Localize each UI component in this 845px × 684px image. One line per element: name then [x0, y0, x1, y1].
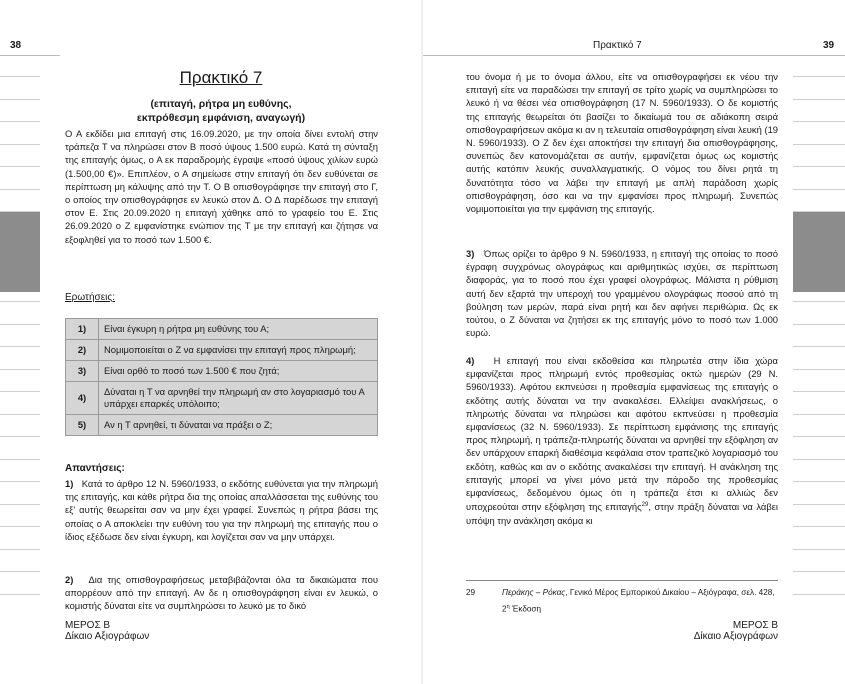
footnote-body — [502, 586, 806, 617]
page-footer — [65, 620, 149, 642]
answer-text: Όπως ορίζει το άρθρο 9 Ν. 5960/1933, η επιταγή της οποίας το ποσό έγραφη συγχρόνως ολογράφως και αριθμητικώς ισχύει, σε περίπτωση διαφοράς, για το ποσό που έχει γραφεί ολογράφως. Μάλιστα η ρύθμιση αυτή δεν εξαρτά την υπεροχή του γραμμένου ολογράφως ποσού από τη βούληση των μερών, παρά είναι ρητή και δεν αφήνει περιθώρια. Ως εκ τούτου, ο Ζ δύναται να ζητήσει εκ της επιταγής μόνο το ποσό των 1.000 ευρώ. — [466, 248, 778, 339]
question-number: 1) — [66, 319, 99, 340]
margin-lines — [793, 76, 845, 616]
table-row — [66, 361, 378, 382]
thumb-tab — [0, 212, 40, 292]
table-row — [66, 382, 378, 415]
answer-text: Η επιταγή που είναι εκδοθείσα και πληρωτέα στην ίδια χώρα εμφανίζεται προς πληρωμή εντός προθεσμίας οκτώ ημερών (29 Ν. 5960/1933). Αφότου εκπνεύσει η προθεσμία εμφανίσεως της επιταγής ο εκδότης αυτής δύναται να την ανακαλέσει. Ελλείψει ανακλήσεως, ο πληρωτής δύναται να πληρώσει και αφότου εκπνεύσει η προθεσμία εμφανίσεως (32 Ν. 5960/1933). Σε περίπτωση εμφάνισης της επιταγής προς πληρωμή, η τράπεζα-πληρωτής δύναται να αρνηθεί την εξόφληση αν δεν υπάρχουν επαρκή διαθέσιμα κεφάλαια στον τραπεζικό λογαριασμό του εκδότη, καθώς και αν ο εκδότης ανακαλέσει την επιταγή. Η ανάκληση της επιταγής μπορεί να γίνει μόνο μετά την πάροδο της προθεσμίας εμφανίσεως, δεδομένου όμως ότι η τράπεζα έτσι κι αλλιώς δεν υποχρεούται στην εξόφληση της επιταγής — [466, 355, 778, 513]
questions-heading: Ερωτήσεις: — [65, 292, 115, 303]
footnote-edition: 2 — [502, 604, 507, 614]
answer-4 — [466, 354, 778, 527]
answer-text: Δια της οπισθογραφήσεως μεταβιβάζονται όλα τα δικαιώματα που απορρέουν από την επιταγή. Αν δε η οπισθογράφηση είναι εν λευκώ, ο κομιστής δύναται είτε να συμπληρώσει το λευκό με το δικό — [65, 574, 378, 612]
page-number: 39 — [823, 40, 835, 51]
table-row — [66, 340, 378, 361]
footnote-author: Περάκης – Ρόκας — [502, 588, 566, 597]
answer-2-continued: του όνομα ή με το όνομα άλλου, είτε να οπισθογραφήσει εκ νέου την επιταγή είτε να παραδώσει την επιταγή σε τρίτο χωρίς να συμπληρώσει το λευκό ή να θέσει νέα οπισθογράφηση (17 Ν. 5960/1933). Ο δε κομιστής της επιταγής θεωρείται ότι βασίζει το δικαίωμά του σε αδιάκοπη σειρά οπισθογραφήσεων ακόμα κι αν η τελευταία οπισθογράφηση είναι λευκή (19 Ν. 5960/1933). Ο Ζ δεν έχει αποκτήσει την επιταγή δια οπισθογράφησης, συνεπώς δεν κατονομάζεται σε αυτήν, εμφανίζεται όμως ως κομιστής αυτής κατόπιν λευκής συναλλαγματικής. Ο νόμος του δίνει ρητά τη δυνατότητα τόσο να λάβει την επιταγή με απλή παράδοση χωρίς οπισθογράφηση, όσο και να την εμφανίσει προς πληρωμή. Συνεπώς νομιμοποιείται για την εμφάνιση της επιταγής. — [466, 71, 778, 215]
question-text: Νομιμοποιείται ο Ζ να εμφανίσει την επιταγή προς πληρωμή; — [99, 340, 378, 361]
answer-text: , στην πράξη δύναται να λάβει υπόψη την ανάκληση ακόμα κι — [466, 501, 778, 526]
question-text: Είναι ορθό το ποσό των 1.500 € που ζητά; — [99, 361, 378, 382]
answer-number: 4) — [466, 355, 475, 366]
page-number: 38 — [10, 40, 22, 51]
header-rule — [0, 55, 60, 56]
answer-text: Κατά το άρθρο 12 Ν. 5960/1933, ο εκδότης ευθύνεται για την πληρωμή της επιταγής, και κάθε ρήτρα δια της οποίας απαλλάσσεται της ευθύνης του εξ' αυτής θεωρείται σαν να μην έχει γραφεί. Συνεπώς η ρήτρα βάσει της οποίας ο Α αποκλείει την ευθύνη του για την πληρωμή της επιταγής που ο ίδιος εξέδωσε δεν είναι έγκυρη, και λογίζεται σαν να μην υπάρχει. — [65, 478, 378, 542]
margin-lines — [0, 76, 40, 616]
thumb-tab — [793, 212, 845, 292]
footnote-text: , Γενικό Μέρος Εμπορικού Δικαίου – Αξιόγραφα, σελ. 428, — [565, 588, 775, 597]
footnote-edition-rest: Έκδοση — [509, 604, 542, 614]
question-text: Δύναται η Τ να αρνηθεί την πληρωμή αν στο λογαριασμό του Α υπάρχει επαρκές υπόλοιπο; — [99, 382, 378, 415]
answers-heading: Απαντήσεις: — [65, 463, 125, 474]
footnote-number: 29 — [466, 588, 476, 597]
page-subtitle — [60, 97, 382, 125]
footer-book: Δίκαιο Αξιογράφων — [693, 631, 778, 642]
page-footer — [728, 620, 778, 631]
left-page — [0, 0, 422, 684]
table-row — [66, 319, 378, 340]
answer-1 — [65, 477, 378, 543]
header-rule — [423, 55, 845, 56]
table-row — [66, 415, 378, 436]
answer-number: 3) — [466, 248, 475, 259]
question-number: 2) — [66, 340, 99, 361]
subtitle-line: (επιταγή, ρήτρα μη ευθύνης, — [150, 98, 292, 110]
question-text: Είναι έγκυρη η ρήτρα μη ευθύνης του Α; — [99, 319, 378, 340]
question-number: 4) — [66, 382, 99, 415]
footer-book: Δίκαιο Αξιογράφων — [65, 631, 150, 642]
answer-2 — [65, 573, 378, 613]
question-number: 3) — [66, 361, 99, 382]
footnote-ref: 29 — [641, 502, 649, 509]
footer-part: ΜΕΡΟΣ Β — [65, 620, 111, 631]
page-title: Πρακτικό 7 — [179, 68, 263, 87]
subtitle-line: εκπρόθεσμη εμφάνιση, αναγωγή) — [136, 112, 306, 124]
answer-number: 1) — [65, 478, 74, 489]
answer-number: 2) — [65, 574, 74, 585]
question-text: Αν η Τ αρνηθεί, τι δύναται να πράξει ο Ζ; — [99, 415, 378, 436]
case-intro: Ο Α εκδίδει μια επιταγή στις 16.09.2020, με την οποία δίνει εντολή στην τράπεζα Τ να πληρώσει στον Β ποσό ύψους 1.500 ευρώ. Κατά τη σύνταξη της επιταγής όμως, ο Α εκ παραδρομής έγραψε «ποσό ύψους χιλίων ευρώ (1.500,00 €)». Επιπλέον, ο Α σημείωσε στην επιταγή ότι δεν ευθύνεται σε περίπτωση μη κάλυψης από την Τ. Ο Β οπισθογράφησε την επιταγή στο Γ, ο οποίος την οπισθογράφησε εν λευκώ στον Δ. Ο Δ παρέδωσε την επιταγή στον Ε. Στις 20.09.2020 η επιταγή χάθηκε από το γραφείο του Ε. Στις 26.09.2020 ο Ζ εμφανίστηκε ενώπιον της Τ με την επιταγή και ζήτησε να εξοφληθεί για το ποσό των 1.500 €. — [65, 128, 378, 245]
footnote-edition-sup: η — [506, 604, 510, 610]
footer-part: ΜΕΡΟΣ Β — [732, 620, 778, 631]
right-page — [423, 0, 845, 684]
page-footer-book — [678, 631, 778, 642]
questions-table — [65, 318, 378, 436]
running-header: Πρακτικό 7 — [593, 40, 642, 51]
question-number: 5) — [66, 415, 99, 436]
footnote-rule — [466, 580, 778, 581]
answer-3 — [466, 247, 778, 339]
